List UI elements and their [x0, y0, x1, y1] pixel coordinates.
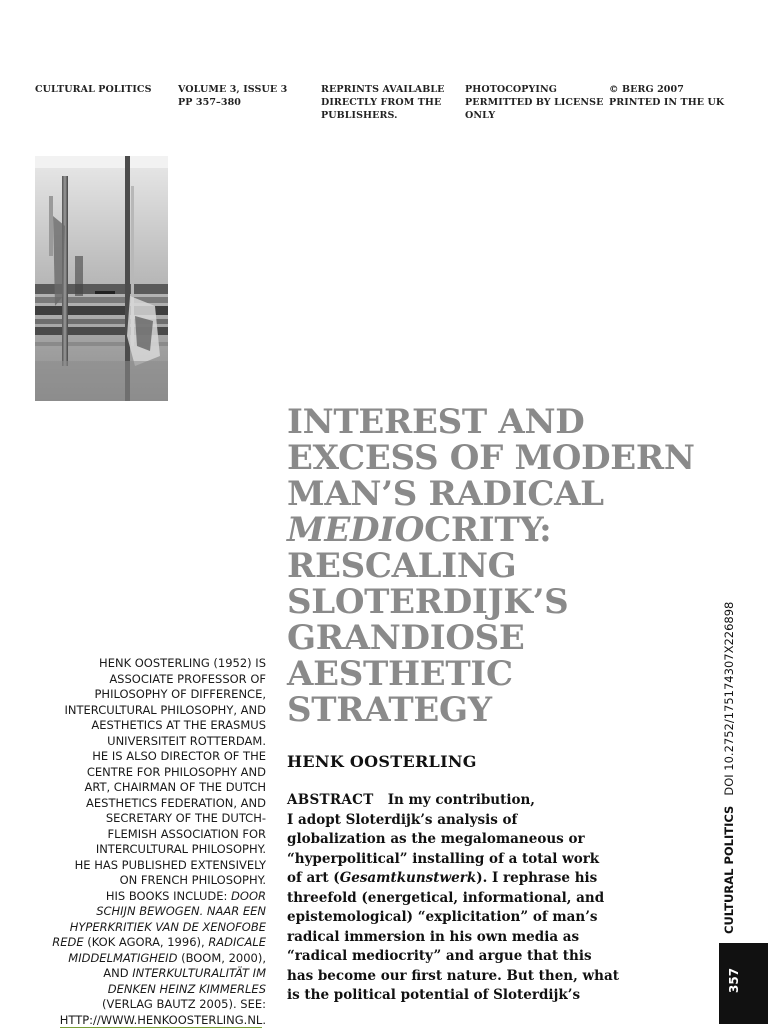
bio-line: UNIVERSITEIT ROTTERDAM.	[26, 734, 266, 750]
bio-line: HENK OOSTERLING (1952) IS	[26, 656, 266, 672]
article-title	[287, 404, 727, 728]
abstract-italic-term: Gesamtkunstwerk	[340, 870, 476, 886]
bio-line: ON FRENCH PHILOSOPHY.	[26, 873, 266, 889]
bio-line: INTERCULTURAL PHILOSOPHY, AND	[26, 703, 266, 719]
abstract-line	[287, 791, 667, 811]
bio-text: (BOOM, 2000),	[177, 951, 266, 965]
bio-line: HE IS ALSO DIRECTOR OF THE	[26, 749, 266, 765]
bio-book-title: REDE	[52, 935, 83, 949]
title-line: MAN’S RADICAL	[287, 476, 727, 512]
bio-line	[26, 1013, 266, 1028]
header-journal	[35, 83, 152, 96]
article-author: HENK OOSTERLING	[287, 752, 477, 771]
abstract-line: threefold (energetical, informational, and	[287, 889, 667, 909]
abstract-line: is the political potential of Sloterdijk’s	[287, 986, 667, 1006]
author-website-link[interactable]: HTTP://WWW.HENKOOSTERLING.NL	[60, 1013, 263, 1028]
bio-line: INTERCULTURAL PHILOSOPHY.	[26, 842, 266, 858]
header-photocopying	[465, 83, 604, 122]
bio-line: FLEMISH ASSOCIATION FOR	[26, 827, 266, 843]
author-bio	[26, 656, 266, 1028]
header-copyright	[609, 83, 724, 109]
bio-book-title: RADICALE	[208, 935, 266, 949]
bio-book-title: HYPERKRITIEK VAN DE XENOFOBE	[70, 920, 266, 934]
title-word: CRITY:	[424, 510, 551, 550]
bio-book-title: INTERKULTURALITÄT IM	[132, 966, 266, 980]
bio-line: AESTHETICS AT THE ERASMUS	[26, 718, 266, 734]
abstract-line	[287, 869, 667, 889]
bio-text: HIS BOOKS INCLUDE:	[106, 889, 231, 903]
side-journal-name: CULTURAL POLITICS	[722, 806, 736, 934]
abstract-line: epistemological) “explicitation” of man’s	[287, 908, 667, 928]
title-line: RESCALING	[287, 548, 727, 584]
bio-line: PHILOSOPHY OF DIFFERENCE,	[26, 687, 266, 703]
abstract-text: of art (	[287, 870, 340, 886]
bio-line: CENTRE FOR PHILOSOPHY AND	[26, 765, 266, 781]
header-printed-line: PRINTED IN THE UK	[609, 96, 724, 109]
page-number: 357	[727, 968, 741, 993]
header-volume	[178, 83, 287, 109]
title-line: GRANDIOSE	[287, 620, 727, 656]
header-reprints-line: PUBLISHERS.	[321, 109, 444, 122]
abstract-line: “radical mediocrity” and argue that this	[287, 947, 667, 967]
bio-line: (VERLAG BAUTZ 2005). SEE:	[26, 997, 266, 1013]
cover-artwork-image	[35, 156, 168, 401]
abstract-line: “hyperpolitical” installing of a total work	[287, 850, 667, 870]
title-line: SLOTERDIJK’S	[287, 584, 727, 620]
header-photocopy-line: ONLY	[465, 109, 604, 122]
bio-line: SECRETARY OF THE DUTCH-	[26, 811, 266, 827]
abstract-line: has become our first nature. But then, what	[287, 967, 667, 987]
bio-book-title: DENKEN HEINZ KIMMERLES	[108, 982, 266, 996]
side-doi: DOI 10.2752/175174307X226898	[722, 602, 736, 796]
bio-line	[26, 982, 266, 998]
header-volume-line: VOLUME 3, ISSUE 3	[178, 83, 287, 96]
header-journal-text: CULTURAL POLITICS	[35, 83, 152, 96]
bio-line	[26, 966, 266, 982]
abstract	[287, 791, 667, 1006]
title-italic-word: MEDIO	[287, 510, 424, 550]
bio-book-title: DOOR	[231, 889, 266, 903]
header-reprints	[321, 83, 444, 122]
bio-book-title: SCHIJN BEWOGEN. NAAR EEN	[96, 904, 266, 918]
abstract-line: radical immersion in his own media as	[287, 928, 667, 948]
bio-text: .	[262, 1013, 266, 1027]
title-line: AESTHETIC	[287, 656, 727, 692]
bio-line	[26, 904, 266, 920]
abstract-label: ABSTRACT	[287, 792, 374, 808]
abstract-text: ). I rephrase his	[476, 870, 597, 886]
bio-book-title: MIDDELMATIGHEID	[68, 951, 177, 965]
side-running-head	[722, 602, 736, 934]
title-line: EXCESS OF MODERN	[287, 440, 727, 476]
header-pages-line: PP 357–380	[178, 96, 287, 109]
bio-text: AND	[103, 966, 132, 980]
header-reprints-line: REPRINTS AVAILABLE	[321, 83, 444, 96]
bio-line	[26, 935, 266, 951]
header-photocopy-line: PHOTOCOPYING	[465, 83, 604, 96]
bio-line	[26, 889, 266, 905]
abstract-line: globalization as the megalomaneous or	[287, 830, 667, 850]
title-line: STRATEGY	[287, 692, 727, 728]
header-photocopy-line: PERMITTED BY LICENSE	[465, 96, 604, 109]
header-reprints-line: DIRECTLY FROM THE	[321, 96, 444, 109]
title-line	[287, 512, 727, 548]
bio-line: AESTHETICS FEDERATION, AND	[26, 796, 266, 812]
header-copyright-line: © BERG 2007	[609, 83, 724, 96]
bio-text: (KOK AGORA, 1996),	[84, 935, 209, 949]
abstract-text: In my contribution,	[388, 792, 535, 808]
bio-line: ART, CHAIRMAN OF THE DUTCH	[26, 780, 266, 796]
bio-line: HE HAS PUBLISHED EXTENSIVELY	[26, 858, 266, 874]
bio-line	[26, 920, 266, 936]
bio-line	[26, 951, 266, 967]
abstract-line: I adopt Sloterdijk’s analysis of	[287, 811, 667, 831]
bio-line: ASSOCIATE PROFESSOR OF	[26, 672, 266, 688]
title-line: INTEREST AND	[287, 404, 727, 440]
